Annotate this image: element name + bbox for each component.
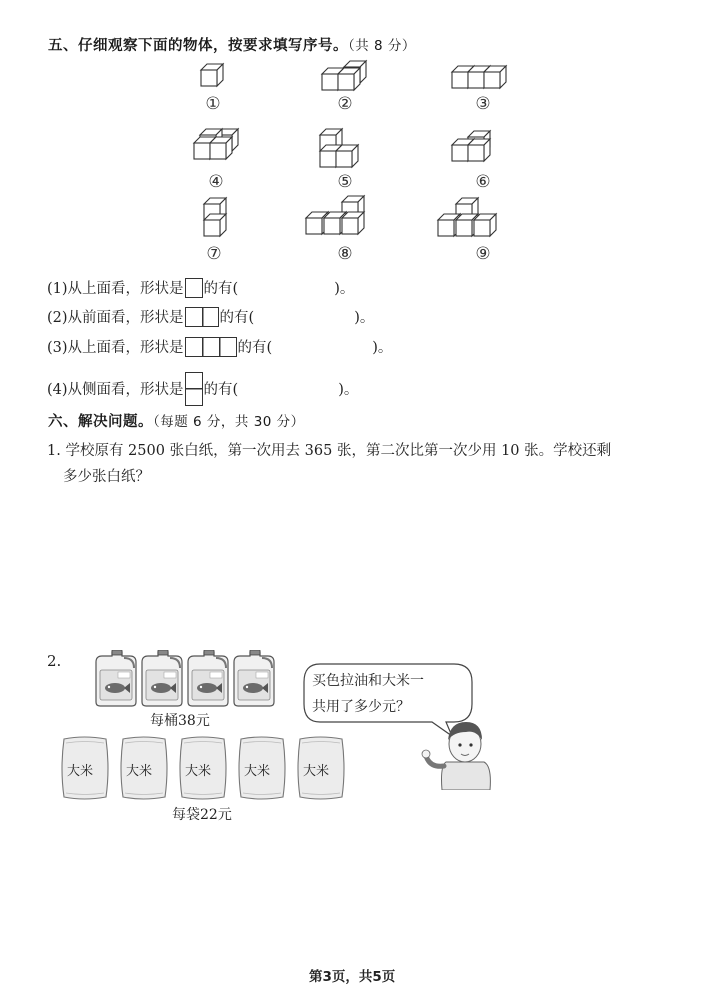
figure-5 [320, 129, 358, 167]
figure-4-label: ④ [208, 172, 224, 192]
shape-two-squares [185, 307, 219, 327]
oil-price: 每桶38元 [150, 713, 210, 729]
figure-7-label: ⑦ [206, 244, 222, 264]
figure-1 [201, 64, 223, 86]
question-2 [47, 306, 374, 327]
rice-bag-label-5: 大米 [303, 764, 330, 779]
question-4-close: )。 [338, 382, 359, 398]
rice-bag-label-2: 大米 [126, 764, 153, 779]
problem-1-line-1: 1. 学校原有 2500 张白纸，第一次用去 365 张，第二次比第一次少用 10 张。学校还剩 [47, 443, 612, 459]
shape-vertical-squares [185, 372, 203, 406]
section5-title-text: 五、仔细观察下面的物体，按要求填写序号。 [48, 38, 348, 54]
boy-illustration [420, 712, 500, 790]
question-3-text: (3)从上面看，形状是 [47, 340, 184, 356]
figure-9 [438, 198, 496, 236]
problem-1 [47, 438, 687, 490]
section5-points: （共 8 分） [348, 38, 416, 54]
figure-8-label: ⑧ [337, 244, 353, 264]
cube-figures [0, 0, 704, 280]
shape-single-square [185, 278, 203, 298]
section6-title [48, 410, 305, 431]
shape-three-squares [185, 337, 237, 357]
question-1-close: )。 [334, 281, 355, 297]
rice-bag-label-3: 大米 [185, 764, 212, 779]
question-3-close: )。 [372, 340, 393, 356]
question-2-text: (2)从前面看，形状是 [47, 310, 184, 326]
question-2-suffix: 的有( [219, 310, 255, 326]
question-1-text: (1)从上面看，形状是 [47, 281, 184, 297]
figure-3-label: ③ [475, 94, 491, 114]
question-2-close: )。 [354, 310, 375, 326]
question-1-suffix: 的有( [203, 281, 239, 297]
bubble-line-1: 买色拉油和大米一 [312, 673, 424, 689]
question-3-suffix: 的有( [237, 340, 273, 356]
question-3 [47, 336, 392, 357]
figure-6-label: ⑥ [475, 172, 491, 192]
question-4-suffix: 的有( [203, 382, 239, 398]
rice-price: 每袋22元 [172, 807, 232, 823]
figure-2 [322, 61, 366, 90]
section6-title-text: 六、解决问题。 [48, 414, 153, 430]
question-4-text: (4)从侧面看，形状是 [47, 382, 184, 398]
figure-8 [306, 196, 364, 234]
figure-9-label: ⑨ [475, 244, 491, 264]
page-footer: 第3页，共5页 [309, 969, 396, 985]
oil-bottles [88, 650, 288, 708]
bubble-line-2: 共用了多少元？ [312, 699, 410, 715]
problem-1-line-2: 多少张白纸？ [63, 469, 150, 485]
rice-bag-label-1: 大米 [67, 764, 94, 779]
figure-1-label: ① [205, 94, 221, 114]
figure-6 [452, 131, 490, 161]
figure-3 [452, 66, 506, 88]
figure-2-label: ② [337, 94, 353, 114]
question-1 [47, 277, 354, 298]
rice-bag-label-4: 大米 [244, 764, 271, 779]
figure-4 [194, 129, 238, 159]
section6-points: （每题 6 分，共 30 分） [153, 414, 305, 430]
problem-2-number: 2. [47, 652, 62, 670]
figure-5-label: ⑤ [337, 172, 353, 192]
figure-7 [204, 198, 226, 236]
question-4 [47, 372, 358, 406]
